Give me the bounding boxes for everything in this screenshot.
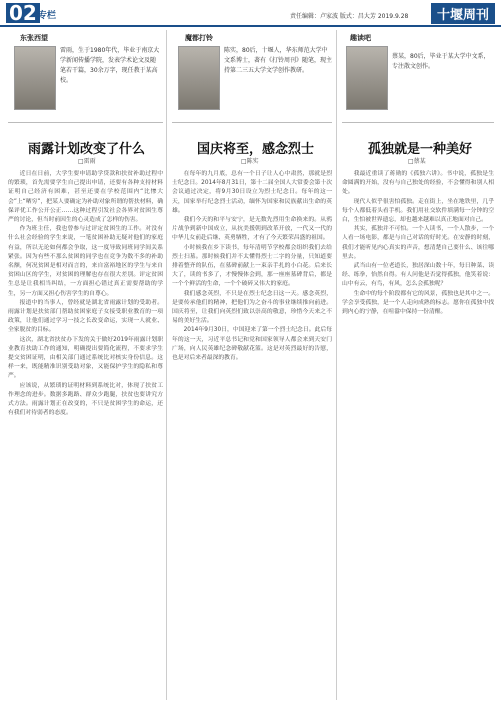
article-paragraph: 武当山有一位老道长，独居深山数十年，每日种菜、读经、练拳，怡然自得。有人问他是否觉得孤独，他笑着说：山中有云，有鸟，有风，怎么会孤独呢？ — [342, 263, 494, 288]
editor-meta: 责任编辑：卢家波 版式：昌大芳 2019.9.28 — [290, 13, 409, 20]
article-paragraph: 这次，湖北省扶贫办下发的关于做好2019年雨露计划职业教育扶助工作的通知，明确提出要简化流程，不要求学生提交贫困证明，由相关部门通过系统比对核实身份信息。这样一来，既能精准识别受助对象，又能保护学生的隐私和尊严。 — [8, 336, 163, 380]
article-body — [342, 170, 494, 698]
article-title: 国庆将至，感念烈士 — [197, 142, 315, 157]
article-byline: □雷雨 — [78, 158, 96, 165]
author-photo — [346, 46, 388, 110]
article-paragraph: 作为班主任，我也曾参与过评定贫困生的工作。对没有什么社会经验的学生来说，一笔贫困补助无疑对他们的家庭有益，所以无论如何都会争取，这一度导致同班同学间关系紧张。因为有些不那么贫困的同学也在竞争为数不多的补助名额，何况贫困是相对而言的，来自富裕地区的学生与来自贫困山区的学生，对贫困的理解也存在很大差别。评定贫困生总是让我相当纠结，一方面担心错过真正需要帮助的学生，另一方面又担心伤害学生的自尊心。 — [8, 226, 163, 297]
profile-divider — [172, 122, 332, 123]
article-paragraph: 其实，孤独并不可怕。一个人读书，一个人散步，一个人看一场电影，都是与自己对话的好时光。在安静的时刻，我们才能听见内心真实的声音，想清楚自己要什么、该往哪里去。 — [342, 226, 494, 260]
article-body — [8, 170, 163, 698]
author-bio: 陈实，80后，十堰人，华东师范大学中文系博士，著有《打铃周刊》随笔，现主持第二三五大学文学创作教研。 — [224, 47, 332, 74]
article-paragraph: 2014年9月30日，中国迎来了第一个烈士纪念日。此后每年的这一天，习近平总书记和党和国家领导人都会来到天安门广场，向人民英雄纪念碑敬献花篮。这是对英烈最好的告慰，也是对后来者最深的教育。 — [172, 327, 332, 362]
article-paragraph: 应该说，从繁琐的证明材料到系统比对，体现了扶贫工作理念的进步。数据多跑路、群众少跑腿，扶贫也要讲究方式方法。雨露计划正在改变的，不只是贫困学生的命运，还有我们对待弱者的态度。 — [8, 382, 163, 417]
article-paragraph: 我们感念英烈，不只是在烈士纪念日这一天。感念英烈，是要传承他们的精神，把他们为之奋斗的事业继续推向前进。国庆将至，让我们向英烈们致以崇高的敬意，珍惜今天来之不易的美好生活。 — [172, 290, 332, 325]
article-paragraph: 在每年的九月底，总有一个日子让人心中肃然，那就是烈士纪念日。2014年8月31日，第十二届全国人大常委会第十次会议通过决定，将9月30日设立为烈士纪念日。每年的这一天，国家举行纪念烈士活动，缅怀为国家和民族献出生命的英雄。 — [172, 171, 332, 214]
column-author-name: 趣读吧 — [350, 34, 371, 42]
column-author-name: 东张西望 — [20, 34, 48, 42]
author-bio: 蔡某，80后，毕业于某大学中文系，专注散文创作。 — [392, 53, 490, 70]
column-divider — [166, 30, 167, 700]
article-body — [172, 170, 332, 698]
article-title: 孤独就是一种美好 — [368, 142, 473, 157]
article-paragraph: 现代人似乎很害怕孤独。走在街上，坐在地铁里，几乎每个人都低着头看手机。我们用社交软件填满每一分钟的空白，生怕被世界遗忘，却也越来越难以真正地面对自己。 — [342, 198, 494, 224]
page-number: 02 — [6, 3, 40, 23]
article-paragraph: 近日在日前，大学生要申请助学贷款和扶贫补助过程中的繁琐，首先需要学生自己提出申请，还要有各种支持材料证明自己经济有困难，甚至还要在学校范围内“比惨大会”上“晒穷”，把某人要确定为补助对象所谓的帮扶材料，确保评优工作公开公正……这种过程引发社会各界对贫困生尊严的讨论，但当时前因生的心灵造成了怎样的伤害。 — [8, 171, 163, 224]
article-byline: □蔡某 — [408, 158, 426, 165]
section-label: 专栏 — [38, 11, 57, 21]
newspaper-brand: 十堰周刊 — [431, 3, 495, 24]
article-paragraph: 小时候我在乡下读书，每年清明节学校都会组织我们去给烈士扫墓。那时候我们并不太懂得烈士二字的分量，只知道要排着整齐的队伍，在墓碑前献上一束亲手扎的小白花。后来长大了，读的书多了，才慢慢体会到，那一座座墓碑背后，都是一个个鲜活的生命，一个个破碎又伟大的家庭。 — [172, 244, 332, 288]
article-byline: □陈实 — [241, 158, 259, 165]
profile-divider — [8, 122, 163, 123]
article-paragraph: 我们今天的和平与安宁，是无数先烈用生命换来的。从鸦片战争到新中国成立，从抗美援朝到改革开放，一代又一代的中华儿女前赴后继、英勇牺牲，才有了今天繁荣昌盛的祖国。 — [172, 217, 332, 242]
article-paragraph: 报道中的当事人，曾经就是湖北省雨露计划的受助者。雨露计划是扶贫部门帮助贫困家庭子女接受职业教育的一项政策，让他们通过学习一技之长改变命运，实现一人就业、全家脱贫的目标。 — [8, 299, 163, 334]
author-photo — [14, 46, 56, 110]
profile-divider — [342, 122, 494, 123]
article-title: 雨露计划改变了什么 — [28, 142, 146, 157]
column-divider — [336, 30, 337, 700]
article-paragraph: 我最近重读了蒋勋的《孤独六讲》。书中说，孤独是生命圆满的开始，没有与自己独处的经验，不会懂得和别人相处。 — [342, 171, 494, 196]
header-rule — [0, 25, 501, 27]
author-bio: 雷雨，生于1980年代，毕业于南京大学新闻传播学院，发表学术论文及随笔若干篇，30余万字，现任教于某高校。 — [60, 47, 160, 84]
article-paragraph: 生命中的每个阶段都有它的风景，孤独也是其中之一。学会享受孤独，是一个人走向成熟的标志。愿你在孤独中找到内心的宁静，在喧嚣中保持一份清醒。 — [342, 290, 494, 316]
column-author-name: 魔都打铃 — [185, 34, 213, 42]
author-photo — [178, 46, 220, 110]
page-header — [0, 0, 501, 30]
